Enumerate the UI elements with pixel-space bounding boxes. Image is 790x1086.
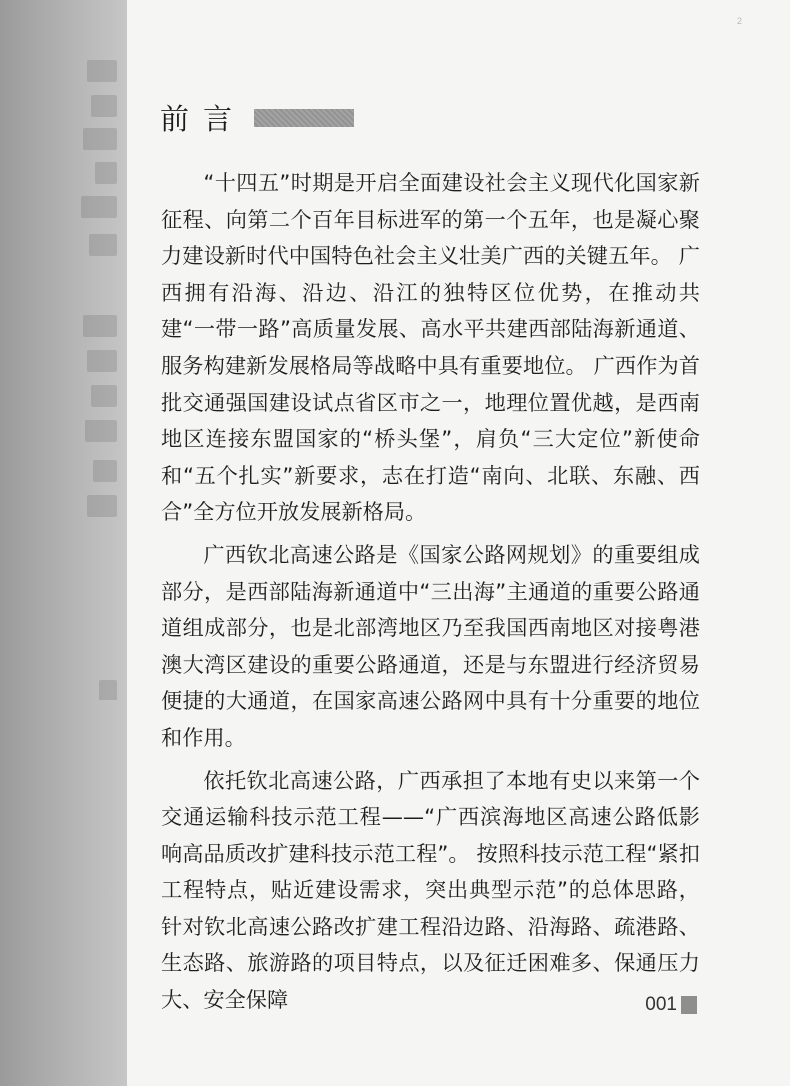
heading-decoration-bar	[254, 109, 354, 127]
page-title: 前言	[160, 102, 247, 136]
page-number-marker	[681, 996, 697, 1014]
section-heading	[160, 97, 354, 138]
body-text	[161, 165, 700, 1025]
paragraph-3: 依托钦北高速公路，广西承担了本地有史以来第一个交通运输科技示范工程——“广西滨海地区高速公路低影响高品质改扩建科技示范工程”。 按照科技示范工程“紧扣工程特点，贴近建设需求，突出典型示范”的总体思路，针对钦北高速公路改扩建工程沿边路、沿海路、疏港路、生态路、旅游路的项目特点，以及征迁困难多、保通压力大、安全保障	[161, 767, 700, 1013]
paragraph-1: “十四五”时期是开启全面建设社会主义现代化国家新征程、向第二个百年目标进军的第一个五年，也是凝心聚力建设新时代中国特色社会主义壮美广西的关键五年。 广西拥有沿海、沿边、沿江的独特区位优势，在推动共建“一带一路”高质量发展、高水平共建西部陆海新通道、服务构建新发展格局等战略中具有重要地位。 广西作为首批交通强国建设试点省区市之一，地理位置优越，是西南地区连接东盟国家的“桥头堡”，肩负“三大定位”新使命和“五个扎实”新要求，志在打造“南向、北联、东融、西合”全方位开放发展新格局。	[161, 170, 700, 525]
page-footer	[645, 994, 697, 1016]
page-number: 001	[645, 994, 677, 1015]
bleed-through-area	[0, 40, 127, 700]
corner-mark: 2	[736, 16, 742, 26]
paragraph-2: 广西钦北高速公路是《国家公路网规划》的重要组成部分，是西部陆海新通道中“三出海”主通道的重要公路通道组成部分，也是北部湾地区乃至我国西南地区对接粤港澳大湾区建设的重要公路通道，还是与东盟进行经济贸易便捷的大通道，在国家高速公路网中具有十分重要的地位和作用。	[161, 541, 700, 750]
